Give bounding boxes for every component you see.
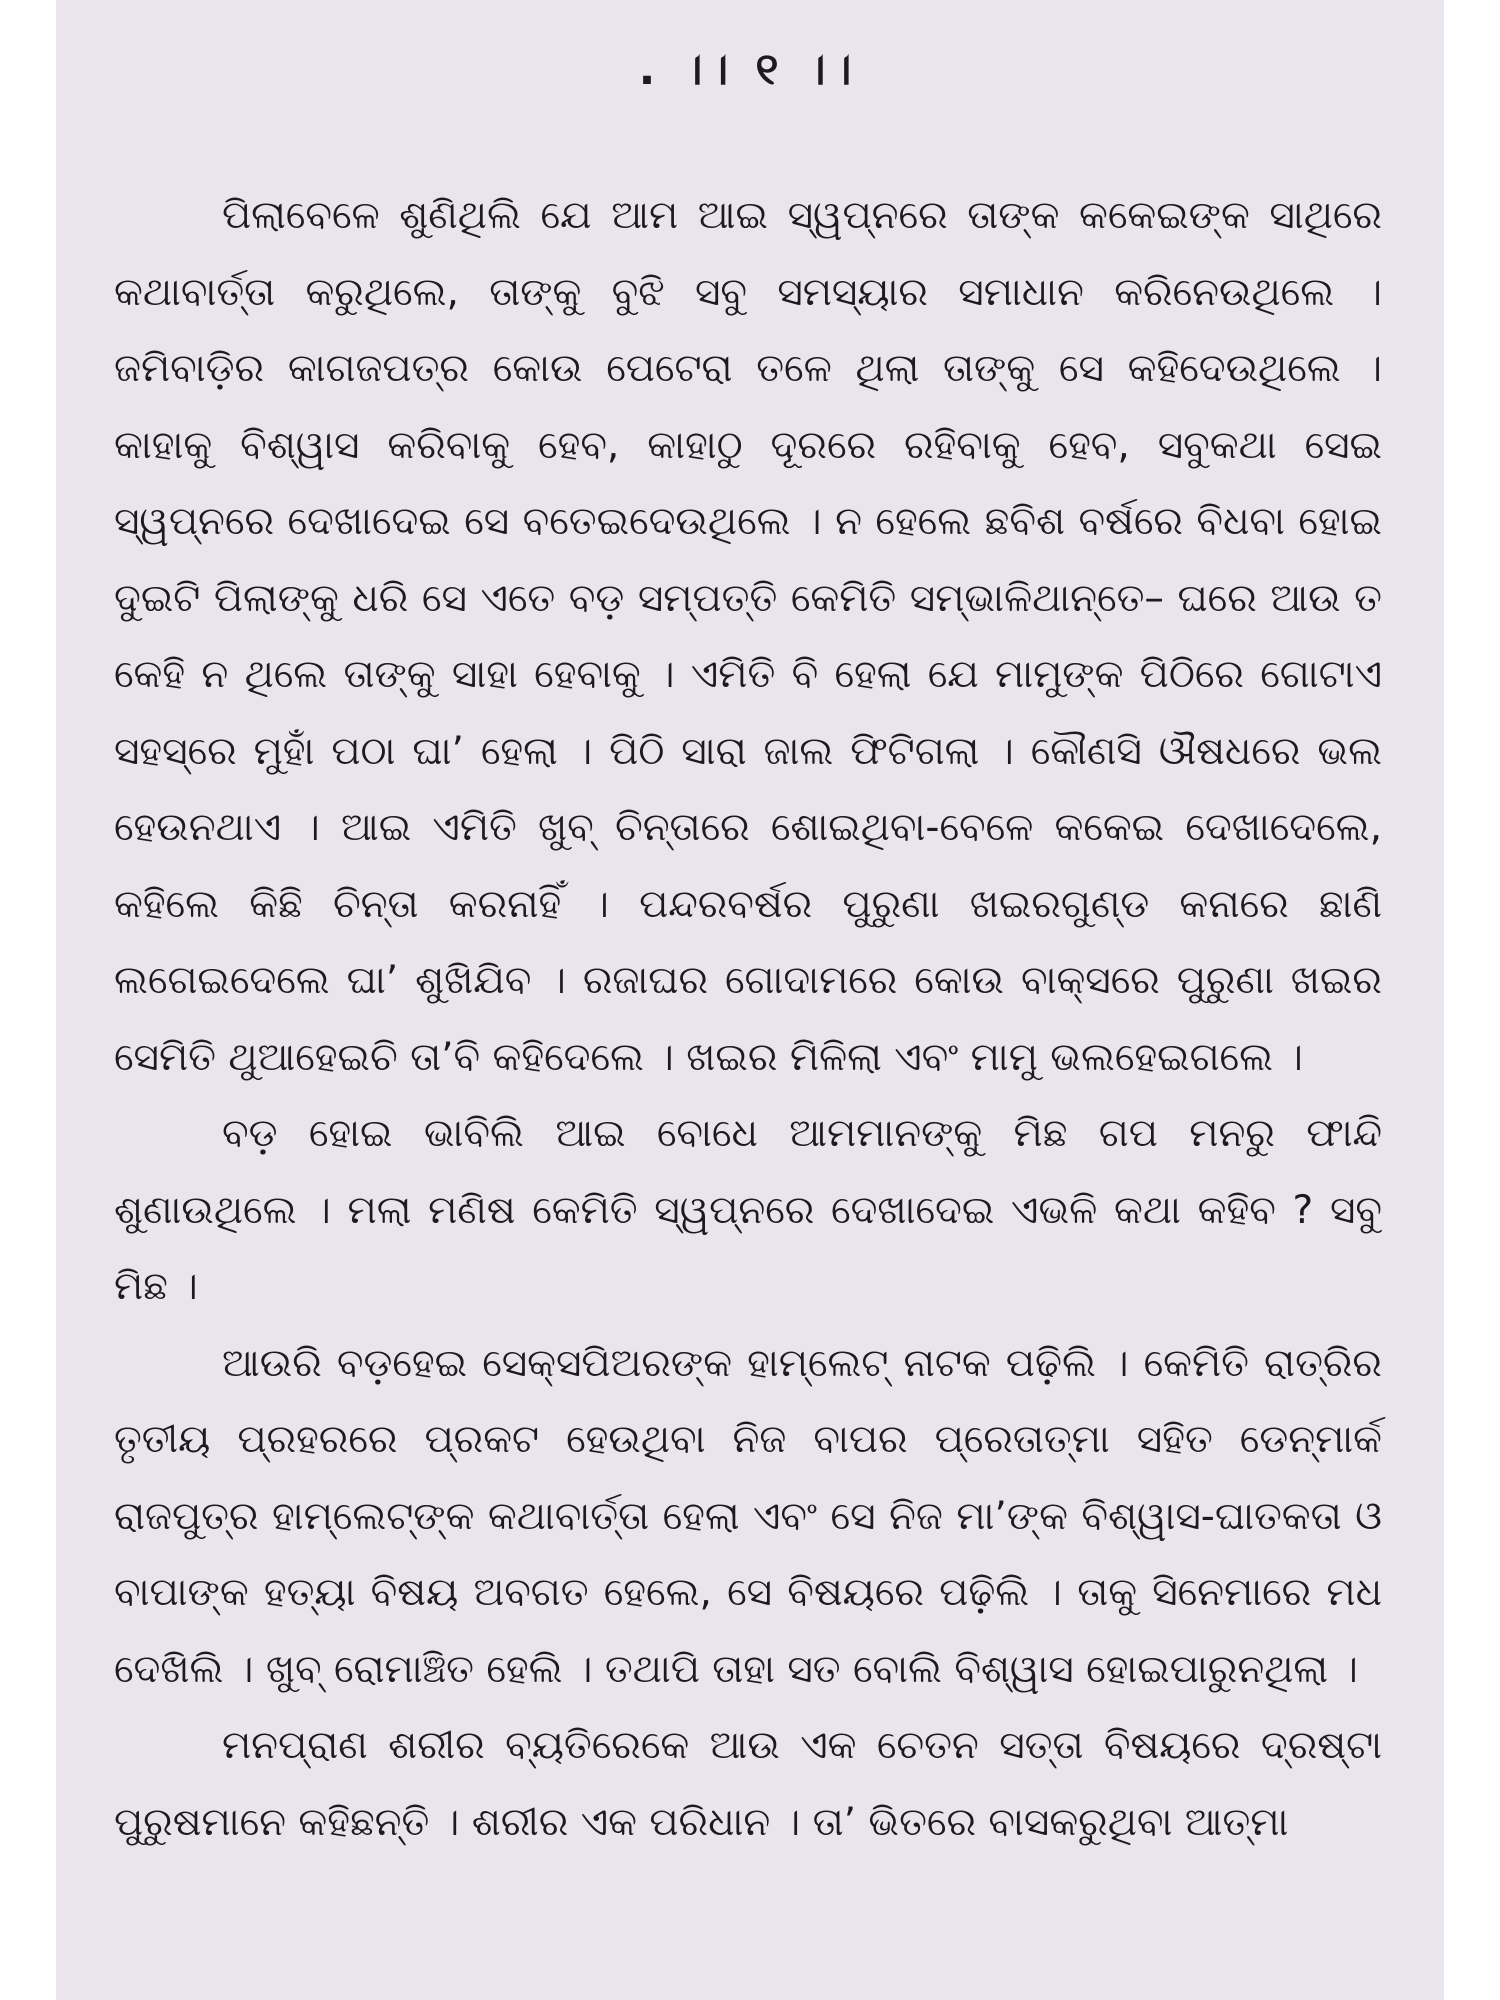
paragraph-2: ବଡ଼ ହୋଇ ଭାବିଲି ଆଇ ବୋଧେ ଆମମାନଙ୍କୁ ମିଛ ଗପ ମନରୁ ଫାନ୍ଦି ଶୁଣାଉଥିଲେ । ମଲା ମଣିଷ କେମିତି ସ୍ୱପ୍ନରେ ଦେଖାଦେଇ ଏଭଳି କଥା କହିବ ? ସବୁ ମିଛ ।	[114, 1111, 1382, 1309]
paragraph-4: ମନପ୍ରାଣ ଶରୀର ବ୍ୟତିରେକେ ଆଉ ଏକ ଚେତନ ସତ୍ତା ବିଷୟରେ ଦ୍ରଷ୍ଟା ପୁରୁଷମାନେ କହିଛନ୍ତି । ଶରୀର ଏକ ପରିଧାନ । ତା’ ଭିତରେ ବାସକରୁଥିବା ଆତ୍ମା	[114, 1723, 1382, 1845]
book-page	[56, 0, 1444, 2000]
paragraph-1: ପିଲାବେଳେ ଶୁଣିଥିଲି ଯେ ଆମ ଆଇ ସ୍ୱପ୍ନରେ ତାଙ୍କ କକେଇଙ୍କ ସାଥିରେ କଥାବାର୍ତ୍ତା କରୁଥିଲେ, ତାଙ୍କୁ ବୁଝି ସବୁ ସମସ୍ୟାର ସମାଧାନ କରିନେଉଥିଲେ । ଜମିବାଡ଼ିର କାଗଜପତ୍ର କୋଉ ପେଟେରା ତଳେ ଥିଲା ତାଙ୍କୁ ସେ କହିଦେଉଥିଲେ । କାହାକୁ ବିଶ୍ୱାସ କରିବାକୁ ହେବ, କାହାଠୁ ଦୂରରେ ରହିବାକୁ ହେବ, ସବୁକଥା ସେଇ ସ୍ୱପ୍ନରେ ଦେଖାଦେଇ ସେ ବତେଇଦେଉଥିଲେ । ନ ହେଲେ ଛବିଶ ବର୍ଷରେ ବିଧବା ହୋଇ ଦୁଇଟି ପିଲାଙ୍କୁ ଧରି ସେ ଏତେ ବଡ଼ ସମ୍ପତ୍ତି କେମିତି ସମ୍ଭାଳିଥାନ୍ତେ– ଘରେ ଆଉ ତ କେହି ନ ଥିଲେ ତାଙ୍କୁ ସାହା ହେବାକୁ । ଏମିତି ବି ହେଲା ଯେ ମାମୁଙ୍କ ପିଠିରେ ଗୋଟାଏ ସହସ୍ରେ ମୁହାଁ ପଠା ଘା’ ହେଲା । ପିଠି ସାରା ଜାଲ ଫିଟିଗଲା । କୌଣସି ଔଷଧରେ ଭଲ ହେଉନଥାଏ । ଆଇ ଏମିତି ଖୁବ୍ ଚିନ୍ତାରେ ଶୋଇଥିବା-ବେଳେ କକେଇ ଦେଖାଦେଲେ, କହିଲେ କିଛି ଚିନ୍ତା କରନାହିଁ । ପନ୍ଦରବର୍ଷର ପୁରୁଣା ଖଇରଗୁଣ୍ଡ କନାରେ ଛାଣି ଲଗେଇଦେଲେ ଘା’ ଶୁଖିଯିବ । ରଜାଘର ଗୋଦାମରେ କୋଉ ବାକ୍ସରେ ପୁରୁଣା ଖଇର ସେମିତି ଥୁଆହେଇଚି ତା’ବି କହିଦେଲେ । ଖଇର ମିଳିଲା ଏବଂ ମାମୁ ଭଲହେଇଗଲେ ।	[114, 193, 1382, 1080]
chapter-number-heading: . ।। ୧ ।।	[638, 44, 858, 95]
paragraph-3: ଆଉରି ବଡ଼ହେଇ ସେକ୍ସପିଅରଙ୍କ ହାମ୍‌ଲେଟ୍ ନାଟକ ପଢ଼ିଲି । କେମିତି ରାତ୍ରିର ତୃତୀୟ ପ୍ରହରରେ ପ୍ରକଟ ହେଉଥିବା ନିଜ ବାପର ପ୍ରେତାତ୍ମା ସହିତ ଡେନ୍‌ମାର୍କ ରାଜପୁତ୍ର ହାମ୍‌ଲେଟ୍‌ଙ୍କ କଥାବାର୍ତ୍ତା ହେଲା ଏବଂ ସେ ନିଜ ମା’ଙ୍କ ବିଶ୍ୱାସ-ଘାତକତା ଓ ବାପାଙ୍କ ହତ୍ୟା ବିଷୟ ଅବଗତ ହେଲେ, ସେ ବିଷୟରେ ପଢ଼ିଲି । ତାକୁ ସିନେମାରେ ମଧ ଦେଖିଲି । ଖୁବ୍ ରୋମାଞ୍ଚିତ ହେଲି । ତଥାପି ତାହା ସତ ବୋଲି ବିଶ୍ୱାସ ହୋଇପାରୁନଥିଲା ।	[114, 1340, 1382, 1692]
